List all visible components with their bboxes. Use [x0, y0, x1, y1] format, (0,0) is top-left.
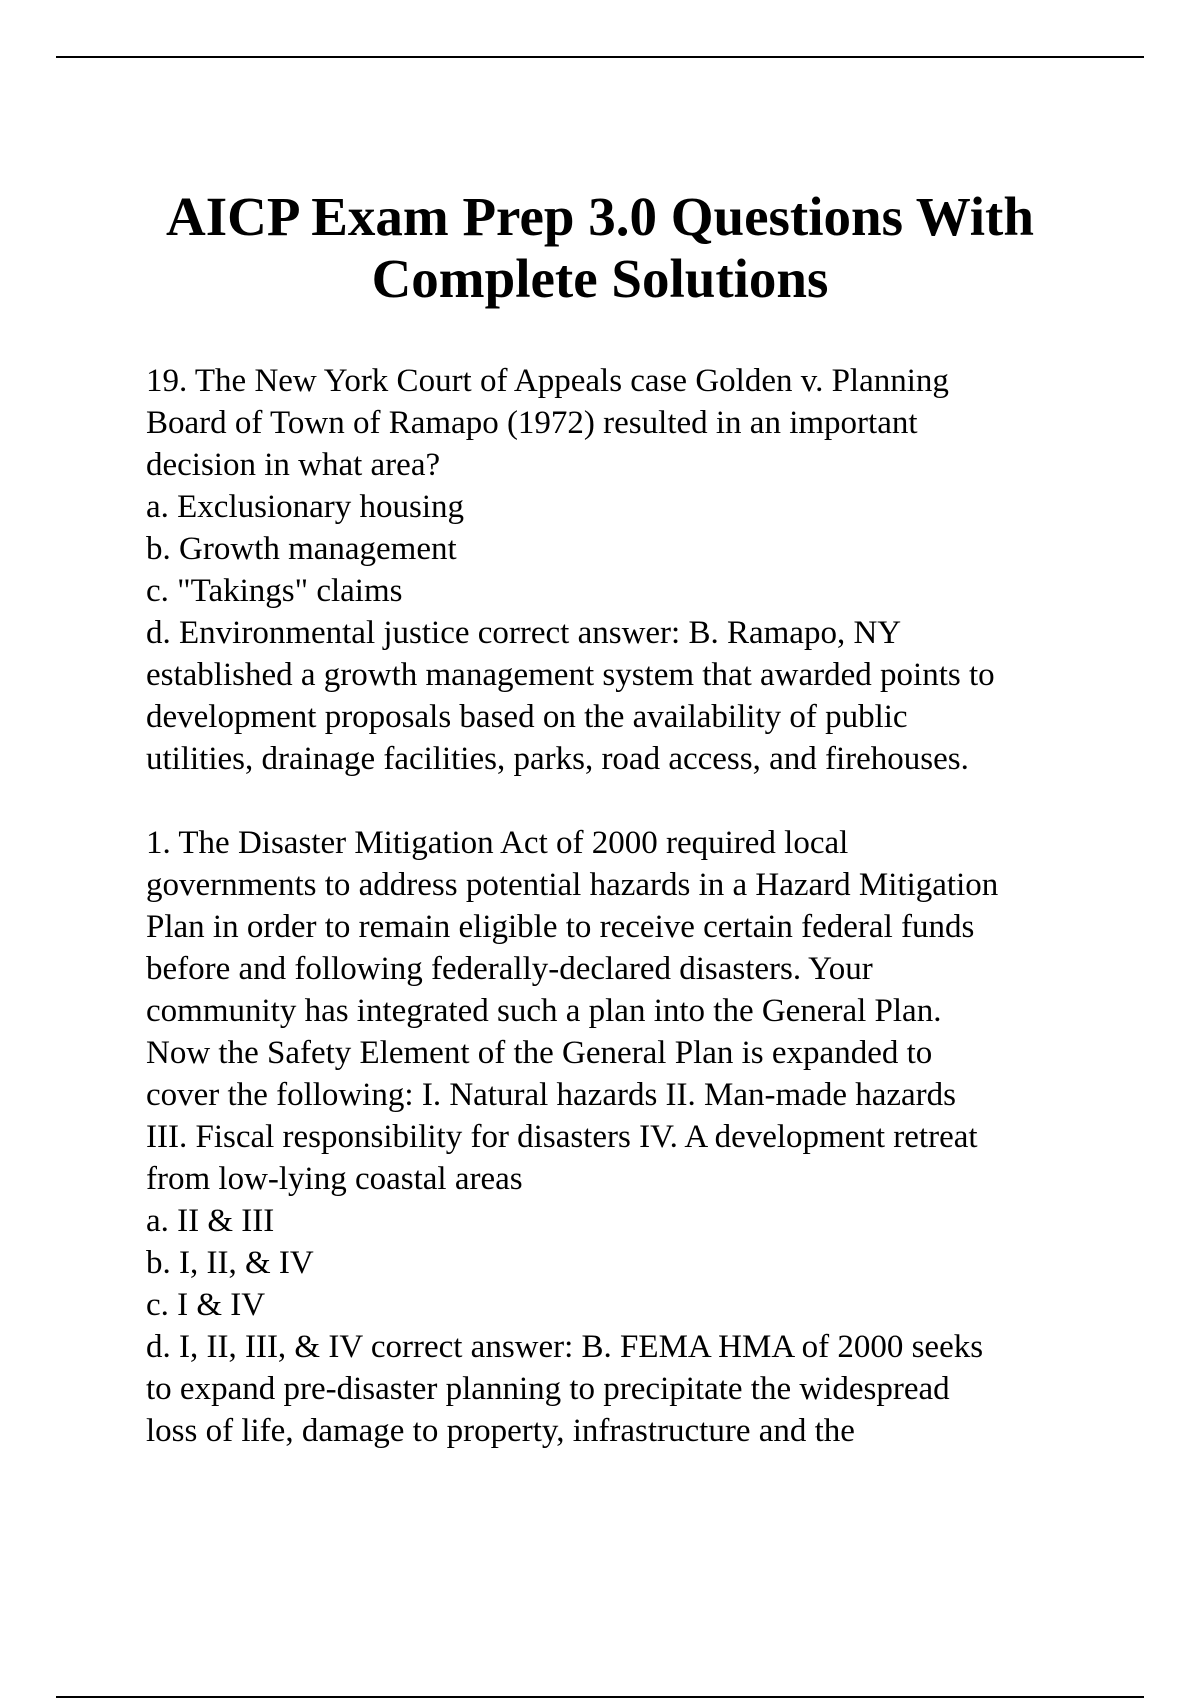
top-rule [56, 56, 1144, 58]
document-body [146, 360, 1086, 1452]
question-line: decision in what area? [146, 447, 441, 483]
question-line: community has integrated such a plan into the General Plan. [146, 993, 942, 1029]
title-line: AICP Exam Prep 3.0 Questions With [166, 186, 1034, 247]
question-line: Board of Town of Ramapo (1972) resulted in an important [146, 405, 918, 441]
question-line: 1. The Disaster Mitigation Act of 2000 required local [146, 825, 849, 861]
question-19 [146, 360, 1086, 780]
answer-option-a: a. II & III [146, 1203, 275, 1239]
answer-explanation-line: utilities, drainage facilities, parks, road access, and firehouses. [146, 741, 969, 777]
question-line: governments to address potential hazards in a Hazard Mitigation [146, 867, 999, 903]
question-line: before and following federally-declared disasters. Your [146, 951, 873, 987]
answer-option-d: d. Environmental justice correct answer: B. Ramapo, NY [146, 615, 902, 651]
question-line: from low-lying coastal areas [146, 1161, 523, 1197]
answer-explanation-line: to expand pre-disaster planning to precipitate the widespread [146, 1371, 950, 1407]
question-line: 19. The New York Court of Appeals case Golden v. Planning [146, 363, 949, 399]
question-1 [146, 822, 1086, 1452]
answer-option-d: d. I, II, III, & IV correct answer: B. FEMA HMA of 2000 seeks [146, 1329, 984, 1365]
question-line: Now the Safety Element of the General Plan is expanded to [146, 1035, 933, 1071]
answer-explanation-line: established a growth management system that awarded points to [146, 657, 995, 693]
answer-option-a: a. Exclusionary housing [146, 489, 465, 525]
answer-option-c: c. "Takings" claims [146, 573, 403, 609]
answer-option-b: b. I, II, & IV [146, 1245, 314, 1281]
answer-explanation-line: development proposals based on the availability of public [146, 699, 908, 735]
answer-option-c: c. I & IV [146, 1287, 266, 1323]
question-line: cover the following: I. Natural hazards II. Man-made hazards [146, 1077, 956, 1113]
answer-explanation-line: loss of life, damage to property, infrastructure and the [146, 1413, 855, 1449]
document-title [80, 186, 1120, 310]
question-line: Plan in order to remain eligible to receive certain federal funds [146, 909, 975, 945]
title-line: Complete Solutions [371, 248, 829, 309]
question-line: III. Fiscal responsibility for disasters IV. A development retreat [146, 1119, 978, 1155]
answer-option-b: b. Growth management [146, 531, 457, 567]
bottom-rule [56, 1696, 1144, 1698]
